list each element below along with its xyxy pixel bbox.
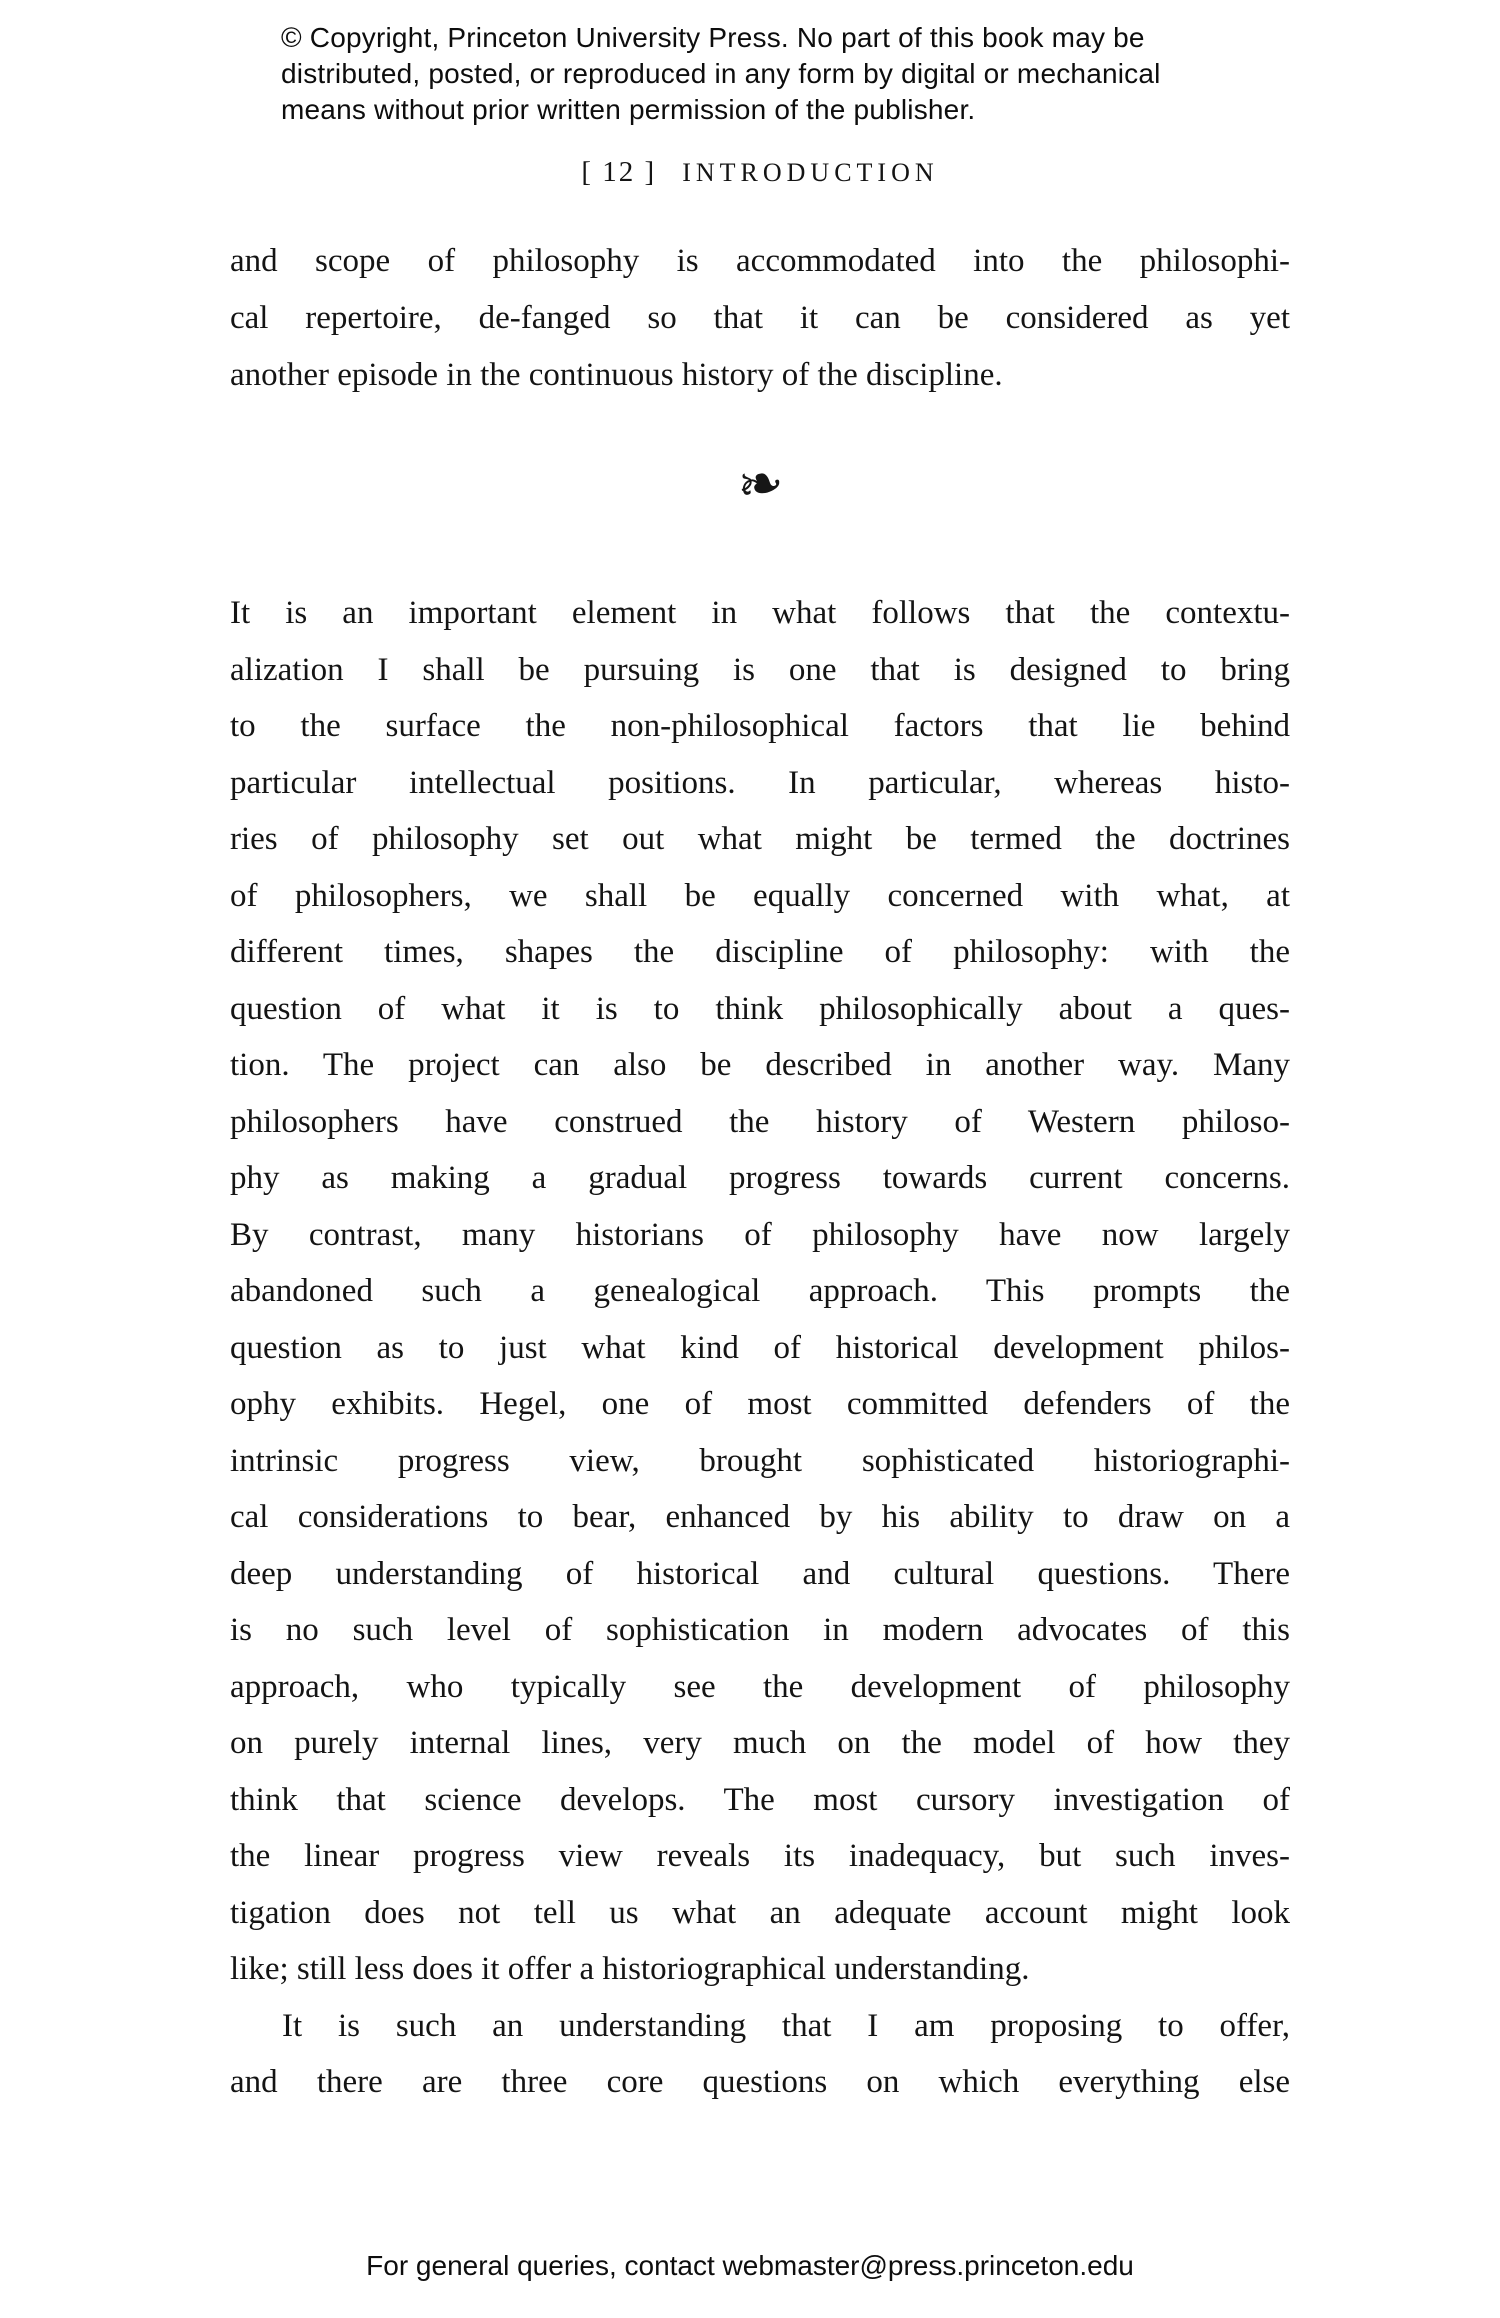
text-line: ophy exhibits. Hegel, one of most committed defenders of the <box>230 1386 1290 1422</box>
copyright-notice <box>281 20 1161 128</box>
text-line: of philosophers, we shall be equally concerned with what, at <box>230 877 1290 914</box>
text-line: think that science develops. The most cursory investigation of <box>230 1781 1290 1818</box>
text-line: particular intellectual positions. In particular, whereas histo- <box>230 764 1290 801</box>
text-line: and scope of philosophy is accommodated into the philosophi- <box>230 243 1290 279</box>
text-line: is no such level of sophistication in modern advocates of this <box>230 1612 1290 1648</box>
text-line: another episode in the continuous history of the discipline. <box>230 357 1003 393</box>
text-line: tigation does not tell us what an adequate account might look <box>230 1894 1290 1931</box>
running-head <box>230 156 1290 189</box>
text-line: the linear progress view reveals its inadequacy, but such inves- <box>230 1838 1290 1874</box>
text-line: tion. The project can also be described in another way. Many <box>230 1047 1290 1083</box>
text-line: phy as making a gradual progress towards current concerns. <box>230 1160 1290 1196</box>
text-line: It is such an understanding that I am proposing to offer, <box>282 2007 1290 2044</box>
section-title: INTRODUCTION <box>682 158 939 187</box>
text-line: ries of philosophy set out what might be termed the doctrines <box>230 821 1290 857</box>
text-line: intrinsic progress view, brought sophisticated historiographi- <box>230 1442 1290 1479</box>
paragraph-continued-from-previous-page <box>230 233 1290 404</box>
text-line: It is an important element in what follows that the contextu- <box>230 595 1290 631</box>
text-line: and there are three core questions on which everything else <box>230 2064 1290 2100</box>
footer-contact-note: For general queries, contact webmaster@press.princeton.edu <box>366 2250 1134 2281</box>
text-line: approach, who typically see the development of philosophy <box>230 1668 1290 1705</box>
page-number: [ 12 ] <box>581 156 657 188</box>
text-line: deep understanding of historical and cultural questions. There <box>230 1555 1290 1592</box>
copyright-line: means without prior written permission of the publisher. <box>281 94 976 125</box>
text-line: philosophers have construed the history of Western philoso- <box>230 1103 1290 1140</box>
copyright-line: © Copyright, Princeton University Press. No part of this book may be <box>281 22 1145 53</box>
section-break <box>230 440 1290 530</box>
fleuron-icon: ❧ <box>732 449 788 520</box>
text-line: on purely internal lines, very much on the model of how they <box>230 1725 1290 1761</box>
text-line: abandoned such a genealogical approach. This prompts the <box>230 1273 1290 1309</box>
copyright-line: distributed, posted, or reproduced in any form by digital or mechanical <box>281 58 1161 89</box>
text-line: alization I shall be pursuing is one that is designed to bring <box>230 651 1290 688</box>
text-line: cal considerations to bear, enhanced by his ability to draw on a <box>230 1499 1290 1535</box>
text-line: to the surface the non-philosophical factors that lie behind <box>230 708 1290 744</box>
text-line: cal repertoire, de-fanged so that it can be considered as yet <box>230 300 1290 336</box>
text-line: question of what it is to think philosophically about a ques- <box>230 990 1290 1027</box>
text-line: question as to just what kind of historical development philos- <box>230 1329 1290 1366</box>
main-text-block <box>230 585 1290 2111</box>
text-line: By contrast, many historians of philosophy have now largely <box>230 1216 1290 1253</box>
text-line: different times, shapes the discipline of philosophy: with the <box>230 934 1290 970</box>
text-line: like; still less does it offer a historiographical understanding. <box>230 1951 1030 1987</box>
